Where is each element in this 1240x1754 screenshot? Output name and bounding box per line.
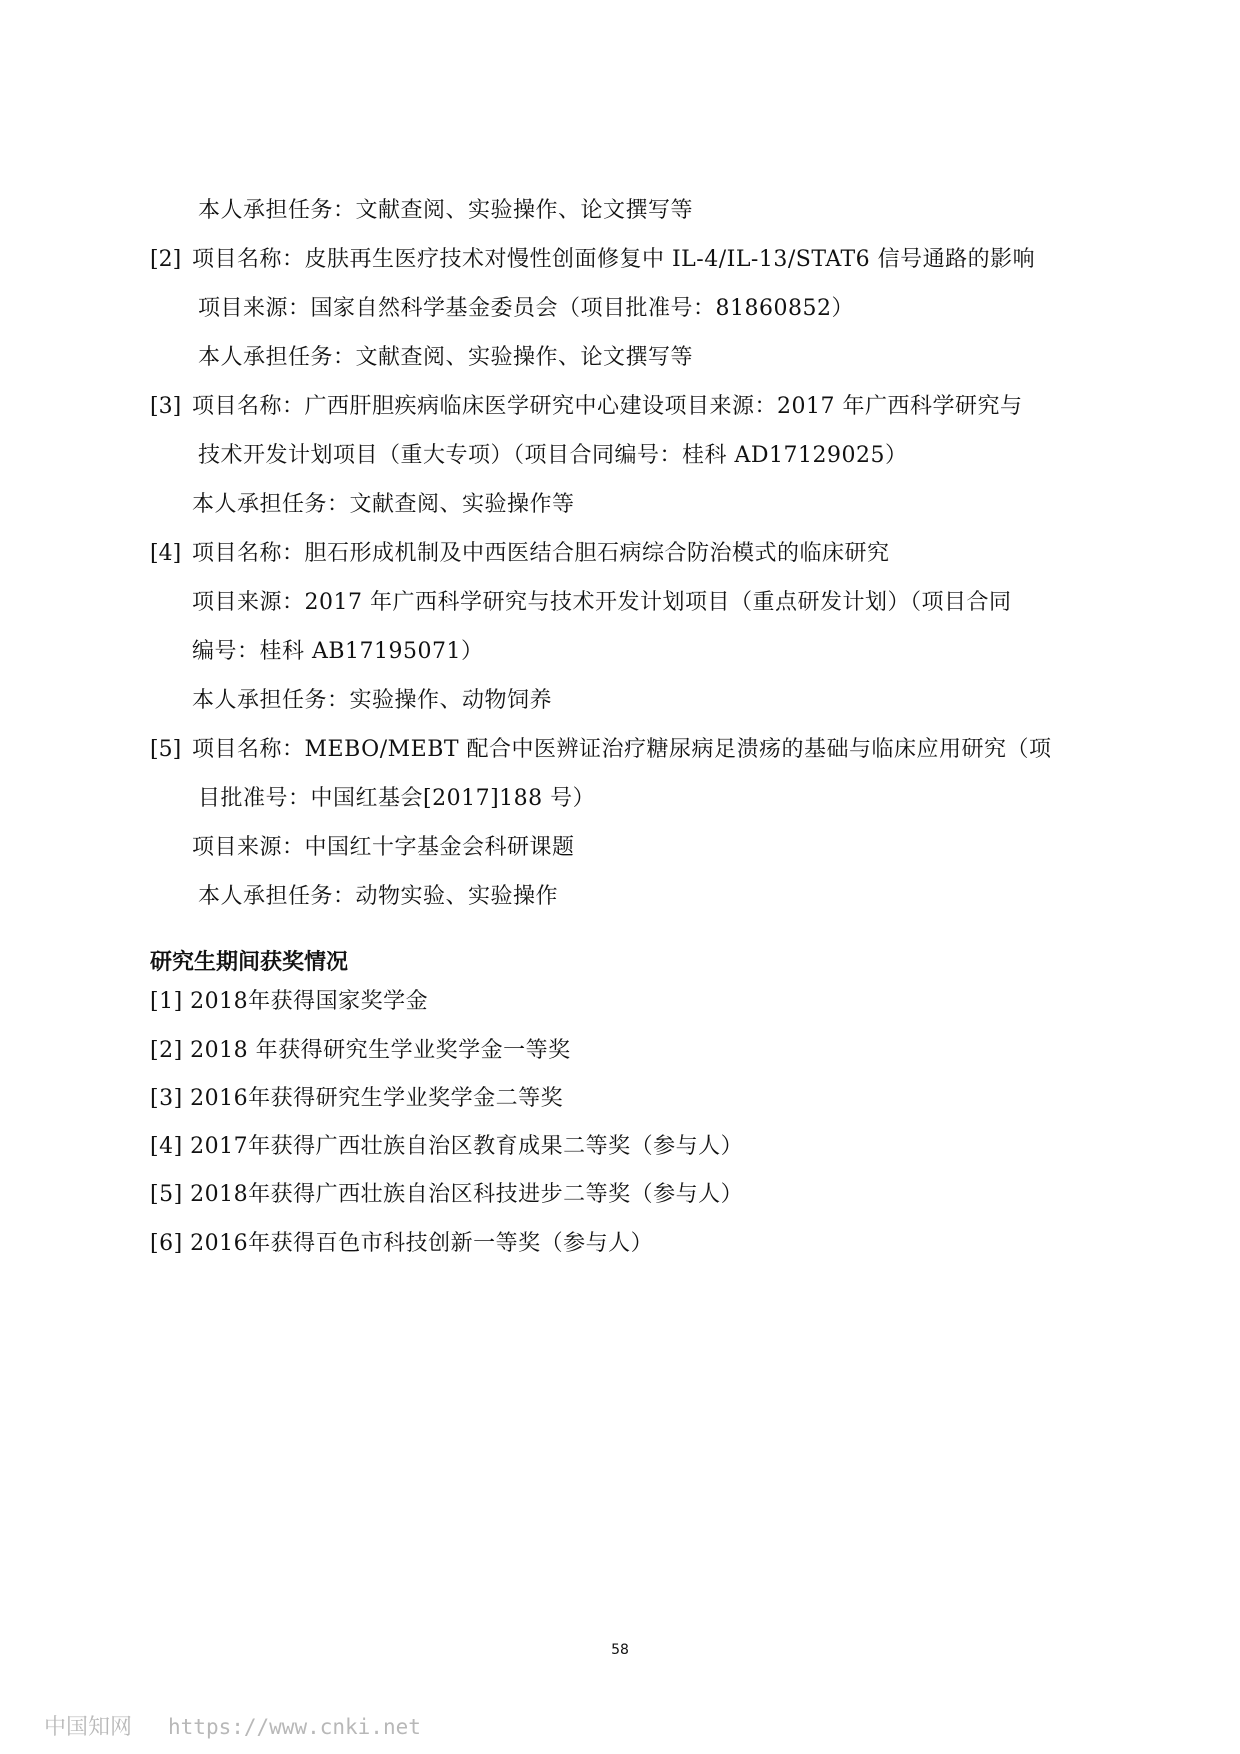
cnki-watermark [44,1710,421,1741]
project-4-name: 项目名称：胆石形成机制及中西医结合胆石病综合防治模式的临床研究 [192,541,890,566]
project-3-name-line1: 项目名称：广西肝胆疾病临床医学研究中心建设项目来源：2017 年广西科学研究与 [192,394,1023,419]
project-5-number: [5] [150,737,182,762]
watermark-brand: 中国知网 [44,1715,133,1740]
award-item: [4] 2017年获得广西壮族自治区教育成果二等奖（参与人） [150,1134,744,1159]
project-5-task: 本人承担任务：动物实验、实验操作 [198,884,559,909]
project-2-name: 项目名称：皮肤再生医疗技术对慢性创面修复中 IL-4/IL-13/STAT6 信号通路的影响 [192,247,1036,272]
page-number: 58 [611,1642,629,1658]
awards-heading: 研究生期间获奖情况 [150,950,349,975]
project-5-name-line1: 项目名称：MEBO/MEBT 配合中医辨证治疗糖尿病足溃疡的基础与临床应用研究（项 [192,737,1052,762]
award-item: [3] 2016年获得研究生学业奖学金二等奖 [150,1086,564,1111]
project-4-task: 本人承担任务：实验操作、动物饲养 [192,688,553,713]
award-item: [1] 2018年获得国家奖学金 [150,989,429,1014]
project-2-source: 项目来源：国家自然科学基金委员会（项目批准号：81860852） [198,296,854,321]
project-1-task: 本人承担任务：文献查阅、实验操作、论文撰写等 [198,198,694,223]
project-3-name-line2: 技术开发计划项目（重大专项）（项目合同编号：桂科 AD17129025） [198,443,908,468]
project-4-number: [4] [150,541,182,566]
watermark-url: https://www.cnki.net [168,1715,421,1739]
project-3-task: 本人承担任务：文献查阅、实验操作等 [192,492,575,517]
project-4-source-line2: 编号：桂科 AB17195071） [192,639,484,664]
award-item: [6] 2016年获得百色市科技创新一等奖（参与人） [150,1231,654,1256]
project-5-name-line2: 目批准号：中国红基会[2017]188 号） [198,786,596,811]
project-3-number: [3] [150,394,182,419]
project-2-task: 本人承担任务：文献查阅、实验操作、论文撰写等 [198,345,694,370]
project-2-number: [2] [150,247,182,272]
project-4-source-line1: 项目来源：2017 年广西科学研究与技术开发计划项目（重点研发计划）（项目合同 [192,590,1012,615]
award-item: [5] 2018年获得广西壮族自治区科技进步二等奖（参与人） [150,1182,744,1207]
project-5-source: 项目来源：中国红十字基金会科研课题 [192,835,575,860]
award-item: [2] 2018 年获得研究生学业奖学金一等奖 [150,1038,571,1063]
